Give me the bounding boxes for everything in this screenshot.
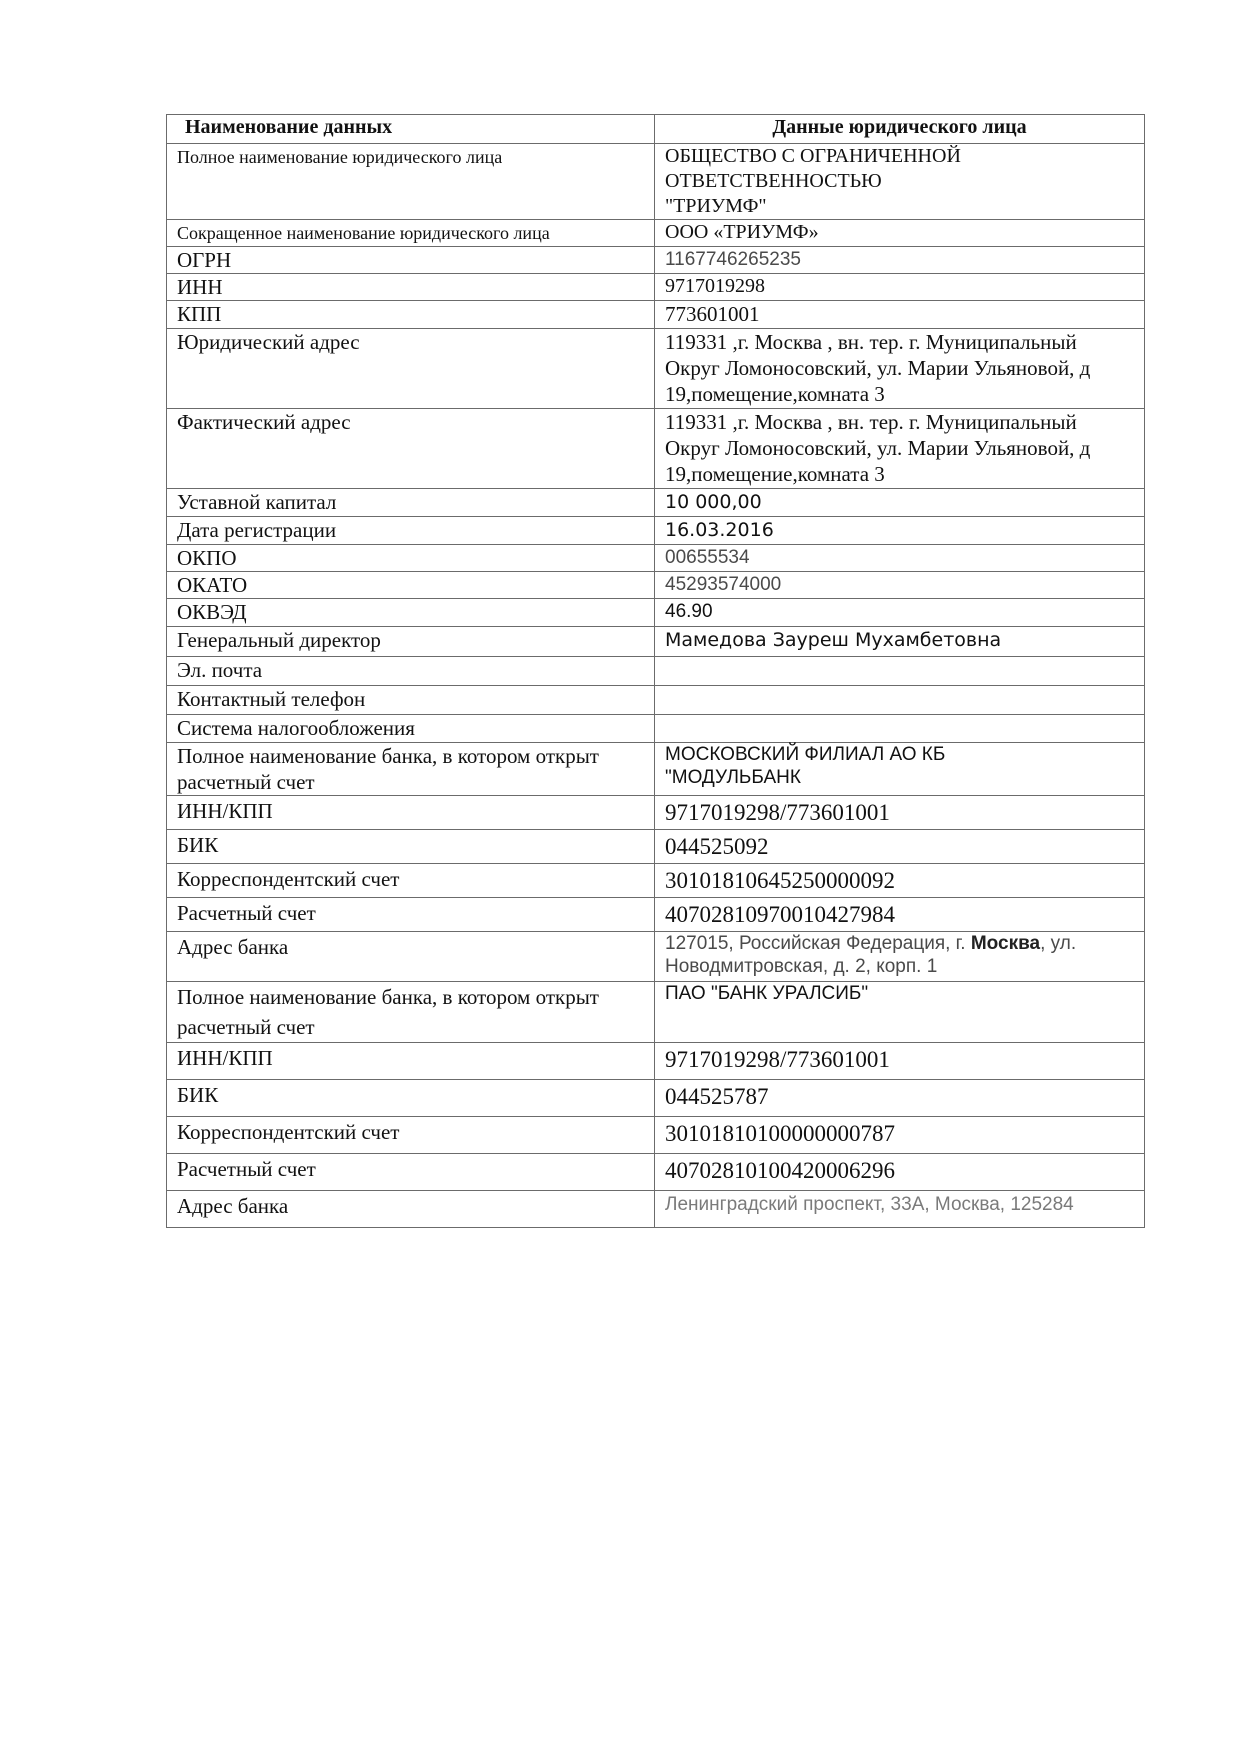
row-value-full-name: ОБЩЕСТВО С ОГРАНИЧЕННОЙ ОТВЕТСТВЕННОСТЬЮ "ТРИУМФ" bbox=[655, 144, 1145, 220]
table-row bbox=[167, 830, 1145, 864]
row-value-ogrn: 1167746265235 bbox=[655, 247, 1145, 274]
table-row bbox=[167, 489, 1145, 517]
row-label-tax-system: Система налогообложения bbox=[167, 715, 655, 743]
row-value-actual-address: 119331 ,г. Москва , вн. тер. г. Муниципальный Округ Ломоносовский, ул. Марии Ульяновой, д 19,помещение,комната 3 bbox=[655, 409, 1145, 489]
header-legal-entity-data: Данные юридического лица bbox=[655, 115, 1145, 144]
row-value-bik-2: 044525787 bbox=[655, 1080, 1145, 1117]
row-value-inn-kpp-2: 9717019298/773601001 bbox=[655, 1043, 1145, 1080]
table-row bbox=[167, 1080, 1145, 1117]
row-value-kpp: 773601001 bbox=[655, 301, 1145, 329]
table-row bbox=[167, 1117, 1145, 1154]
row-label-bik-1: БИК bbox=[167, 830, 655, 864]
row-label-general-director: Генеральный директор bbox=[167, 627, 655, 657]
bank-address-1-part2: , ул. Новодмитровская, д. 2, корп. 1 bbox=[665, 933, 1077, 977]
row-value-registration-date: 16.03.2016 bbox=[655, 517, 1145, 545]
row-label-email: Эл. почта bbox=[167, 657, 655, 686]
row-value-short-name: ООО «ТРИУМФ» bbox=[655, 220, 1145, 247]
table-row bbox=[167, 545, 1145, 572]
table-row bbox=[167, 864, 1145, 898]
table-row bbox=[167, 1154, 1145, 1191]
row-label-okpo: ОКПО bbox=[167, 545, 655, 572]
row-label-short-name: Сокращенное наименование юридического лица bbox=[167, 220, 655, 247]
row-label-inn-kpp-2: ИНН/КПП bbox=[167, 1043, 655, 1080]
row-label-ogrn: ОГРН bbox=[167, 247, 655, 274]
row-value-bank-address-2: Ленинградский проспект, 33А, Москва, 125284 bbox=[655, 1191, 1145, 1228]
row-value-inn: 9717019298 bbox=[655, 274, 1145, 301]
table-row bbox=[167, 982, 1145, 1043]
row-label-settlement-account-1: Расчетный счет bbox=[167, 898, 655, 932]
table-row bbox=[167, 274, 1145, 301]
table-row bbox=[167, 686, 1145, 715]
table-row bbox=[167, 932, 1145, 982]
table-row bbox=[167, 144, 1145, 220]
row-label-inn: ИНН bbox=[167, 274, 655, 301]
row-value-bank-address-1 bbox=[655, 932, 1145, 982]
row-value-legal-address: 119331 ,г. Москва , вн. тер. г. Муниципальный Округ Ломоносовский, ул. Марии Ульяновой, д 19,помещение,комната 3 bbox=[655, 329, 1145, 409]
bank-address-1-city: Москва bbox=[970, 933, 1041, 954]
table-row bbox=[167, 743, 1145, 796]
row-label-full-name: Полное наименование юридического лица bbox=[167, 144, 655, 220]
row-value-corr-account-1: 30101810645250000092 bbox=[655, 864, 1145, 898]
row-value-tax-system bbox=[655, 715, 1145, 743]
row-value-corr-account-2: 30101810100000000787 bbox=[655, 1117, 1145, 1154]
row-value-okato: 45293574000 bbox=[655, 572, 1145, 599]
row-value-inn-kpp-1: 9717019298/773601001 bbox=[655, 796, 1145, 830]
table-row bbox=[167, 247, 1145, 274]
row-label-actual-address: Фактический адрес bbox=[167, 409, 655, 489]
row-label-corr-account-2: Корреспондентский счет bbox=[167, 1117, 655, 1154]
table-row bbox=[167, 301, 1145, 329]
row-value-general-director: Мамедова Зауреш Мухамбетовна bbox=[655, 627, 1145, 657]
table-row bbox=[167, 329, 1145, 409]
table-row bbox=[167, 1191, 1145, 1228]
row-value-email bbox=[655, 657, 1145, 686]
row-label-okved: ОКВЭД bbox=[167, 599, 655, 627]
row-label-authorized-capital: Уставной капитал bbox=[167, 489, 655, 517]
row-value-settlement-account-2: 40702810100420006296 bbox=[655, 1154, 1145, 1191]
header-data-name: Наименование данных bbox=[167, 115, 655, 144]
company-details-table bbox=[166, 114, 1145, 1228]
table-row bbox=[167, 572, 1145, 599]
table-row bbox=[167, 715, 1145, 743]
table-row bbox=[167, 627, 1145, 657]
row-label-legal-address: Юридический адрес bbox=[167, 329, 655, 409]
row-value-contact-phone bbox=[655, 686, 1145, 715]
row-value-okved: 46.90 bbox=[655, 599, 1145, 627]
table-row bbox=[167, 220, 1145, 247]
table-row bbox=[167, 517, 1145, 545]
table-row bbox=[167, 898, 1145, 932]
row-value-bank-name-1: МОСКОВСКИЙ ФИЛИАЛ АО КБ "МОДУЛЬБАНК bbox=[655, 743, 1145, 796]
row-label-contact-phone: Контактный телефон bbox=[167, 686, 655, 715]
row-value-settlement-account-1: 40702810970010427984 bbox=[655, 898, 1145, 932]
row-value-bank-name-2: ПАО "БАНК УРАЛСИБ" bbox=[655, 982, 1145, 1043]
row-value-authorized-capital: 10 000,00 bbox=[655, 489, 1145, 517]
row-label-corr-account-1: Корреспондентский счет bbox=[167, 864, 655, 898]
table-row bbox=[167, 599, 1145, 627]
row-label-bank-name-2: Полное наименование банка, в котором открыт расчетный счет bbox=[167, 982, 655, 1043]
row-label-bank-address-1: Адрес банка bbox=[167, 932, 655, 982]
row-label-bank-name-1: Полное наименование банка, в котором открыт расчетный счет bbox=[167, 743, 655, 796]
row-value-bik-1: 044525092 bbox=[655, 830, 1145, 864]
row-label-bik-2: БИК bbox=[167, 1080, 655, 1117]
table-row bbox=[167, 796, 1145, 830]
bank-address-1-part1: 127015, Российская Федерация, г. bbox=[665, 933, 971, 954]
table-header-row bbox=[167, 115, 1145, 144]
table-row bbox=[167, 1043, 1145, 1080]
row-label-inn-kpp-1: ИНН/КПП bbox=[167, 796, 655, 830]
row-label-settlement-account-2: Расчетный счет bbox=[167, 1154, 655, 1191]
row-label-registration-date: Дата регистрации bbox=[167, 517, 655, 545]
row-label-okato: ОКАТО bbox=[167, 572, 655, 599]
row-label-kpp: КПП bbox=[167, 301, 655, 329]
table-row bbox=[167, 409, 1145, 489]
row-label-bank-address-2: Адрес банка bbox=[167, 1191, 655, 1228]
table-row bbox=[167, 657, 1145, 686]
row-value-okpo: 00655534 bbox=[655, 545, 1145, 572]
